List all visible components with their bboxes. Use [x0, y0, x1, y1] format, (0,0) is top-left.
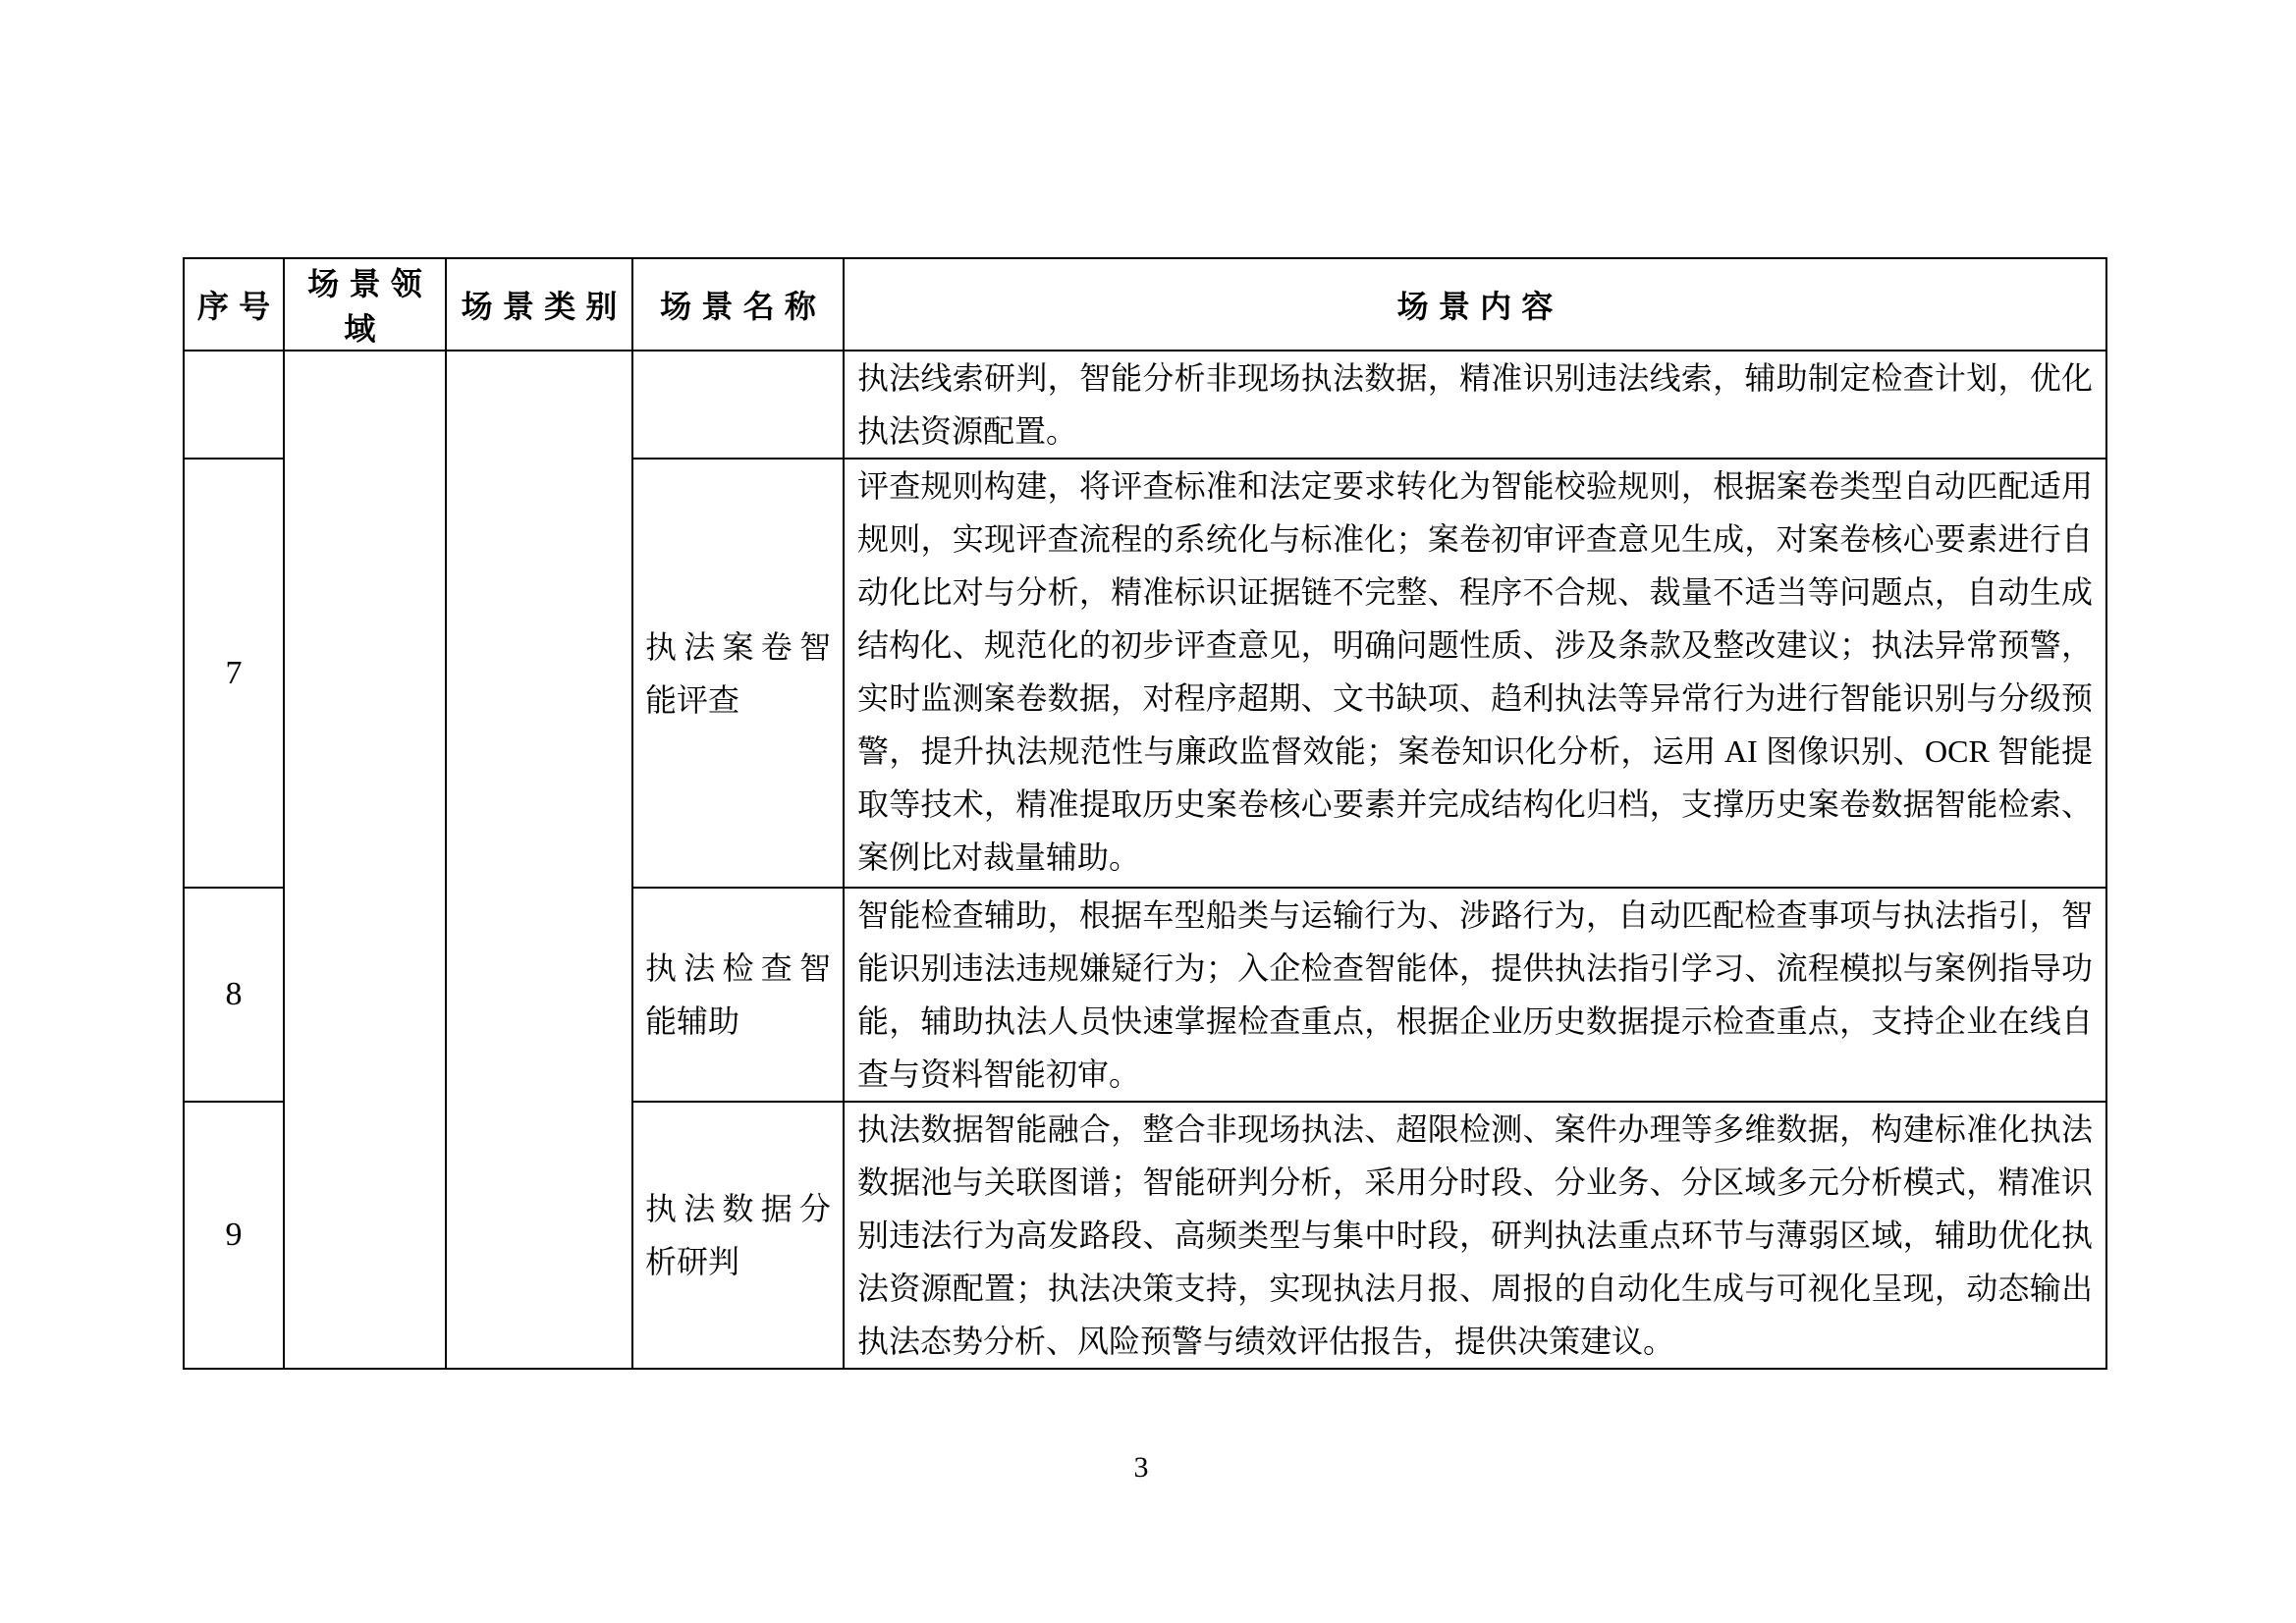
scene-name-cell	[632, 351, 844, 459]
scene-name-cell: 执法检查智能辅助	[632, 888, 844, 1102]
header-category: 场景类别	[446, 258, 632, 351]
header-seq: 序号	[184, 258, 284, 351]
domain-merged-cell	[284, 351, 446, 1369]
seq-cell: 7	[184, 459, 284, 888]
scene-name-cell: 执法数据分析研判	[632, 1102, 844, 1369]
scene-content-cell: 评查规则构建，将评查标准和法定要求转化为智能校验规则，根据案卷类型自动匹配适用规则，实现评查流程的系统化与标准化；案卷初审评查意见生成，对案卷核心要素进行自动化比对与分析，精准标识证据链不完整、程序不合规、裁量不适当等问题点，自动生成结构化、规范化的初步评查意见，明确问题性质、涉及条款及整改建议；执法异常预警，实时监测案卷数据，对程序超期、文书缺项、趋利执法等异常行为进行智能识别与分级预警，提升执法规范性与廉政监督效能；案卷知识化分析，运用 AI 图像识别、OCR 智能提取等技术，精准提取历史案卷核心要素并完成结构化归档，支撑历史案卷数据智能检索、案例比对裁量辅助。	[844, 459, 2106, 888]
page-number: 3	[1133, 1451, 1149, 1484]
header-domain: 场景领域	[284, 258, 446, 351]
table-header-row	[184, 258, 2106, 351]
header-scene-name: 场景名称	[632, 258, 844, 351]
scenario-table	[183, 257, 2107, 1370]
scene-content-cell: 执法数据智能融合，整合非现场执法、超限检测、案件办理等多维数据，构建标准化执法数据池与关联图谱；智能研判分析，采用分时段、分业务、分区域多元分析模式，精准识别违法行为高发路段、高频类型与集中时段，研判执法重点环节与薄弱区域，辅助优化执法资源配置；执法决策支持，实现执法月报、周报的自动化生成与可视化呈现，动态输出执法态势分析、风险预警与绩效评估报告，提供决策建议。	[844, 1102, 2106, 1369]
seq-cell: 9	[184, 1102, 284, 1369]
table-row	[184, 351, 2106, 459]
seq-cell: 8	[184, 888, 284, 1102]
category-merged-cell	[446, 351, 632, 1369]
scene-content-cell: 执法线索研判，智能分析非现场执法数据，精准识别违法线索，辅助制定检查计划，优化执法资源配置。	[844, 351, 2106, 459]
scene-content-cell: 智能检查辅助，根据车型船类与运输行为、涉路行为，自动匹配检查事项与执法指引，智能识别违法违规嫌疑行为；入企检查智能体，提供执法指引学习、流程模拟与案例指导功能，辅助执法人员快速掌握检查重点，根据企业历史数据提示检查重点，支持企业在线自查与资料智能初审。	[844, 888, 2106, 1102]
seq-cell	[184, 351, 284, 459]
scene-name-cell: 执法案卷智能评查	[632, 459, 844, 888]
header-scene-content: 场景内容	[844, 258, 2106, 351]
